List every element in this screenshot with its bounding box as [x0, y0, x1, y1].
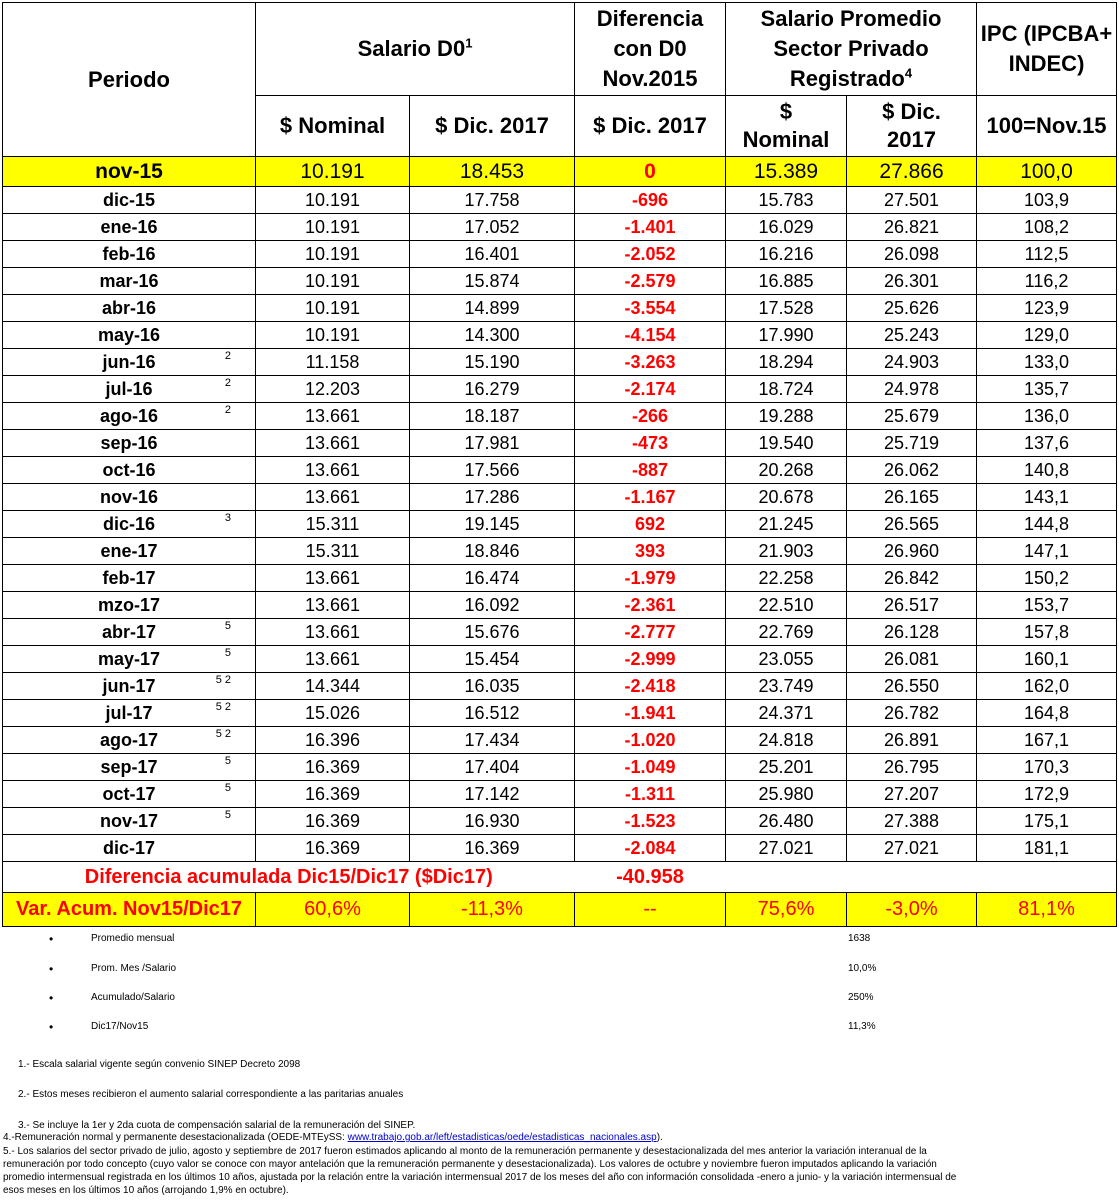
cell-priv-dic: 26.062: [847, 457, 977, 484]
var-acum-row: [3, 893, 1117, 927]
cell-priv-dic: 26.891: [847, 727, 977, 754]
cell-priv-nominal: 24.818: [726, 727, 847, 754]
cell-periodo: ago-17 5 2: [3, 727, 256, 754]
cell-dic2017: 15.454: [410, 646, 575, 673]
footnote-4: 4.-Remuneración normal y permanente desestacionalizada (OEDE-MTEySS: www.trabajo.gob.ar/left/estadisticas/oede/estadisticas_nacionales.asp).: [3, 1132, 663, 1143]
table-row: [3, 457, 1117, 484]
cell-periodo: oct-16: [3, 457, 256, 484]
subheader-nominal: $ Nominal: [256, 96, 410, 157]
cell-diferencia: -2.418: [575, 673, 726, 700]
bullet-item: • Acumulado/Salario 250%: [49, 991, 874, 1005]
cell-priv-dic: 26.782: [847, 700, 977, 727]
var-acum-diferencia: --: [575, 893, 726, 927]
footnote-marker: 3: [224, 512, 231, 524]
cell-dic2017: 18.453: [410, 157, 575, 187]
footnote-5: 5.- Los salarios del sector privado de julio, agosto y septiembre de 2017 fueron estimados aplicando al monto de la remuneración permanente y desestacionalizada del mes anterior la variación interanual de la remuneración por todo concepto (cuyo valor se conoce con mayor antelación que la remuneración permanente y desestacionalizada). Los valores de octubre y noviembre fueron imputados aplicando la variación promedio intermensual registrada en los últimos 10 años, ajustada por la relación entre la variación intermensual 2017 de los meses del año con información consolidada -enero a junio- y la variación intermensual de esos meses en los últimos 10 años (arrojando 1,9% en octubre).: [3, 1146, 957, 1196]
cell-diferencia: -1.401: [575, 214, 726, 241]
footnote-1: 1.- Escala salarial vigente según convenio SINEP Decreto 2098: [18, 1059, 301, 1070]
cell-dic2017: 16.401: [410, 241, 575, 268]
cell-priv-nominal: 25.201: [726, 754, 847, 781]
cell-ipc: 100,0: [977, 157, 1117, 187]
cell-ipc: 103,9: [977, 187, 1117, 214]
cell-dic2017: 16.035: [410, 673, 575, 700]
table-row-nov15: [3, 157, 1117, 187]
footnote-marker: 5: [224, 782, 231, 794]
cell-ipc: 147,1: [977, 538, 1117, 565]
var-acum-priv-dic: -3,0%: [847, 893, 977, 927]
cell-priv-dic: 26.517: [847, 592, 977, 619]
cell-periodo: mzo-17: [3, 592, 256, 619]
subheader-priv-nominal: $ Nominal: [726, 96, 847, 157]
cell-priv-nominal: 20.678: [726, 484, 847, 511]
cell-diferencia: 692: [575, 511, 726, 538]
table-row: [3, 754, 1117, 781]
footnote-marker: 2: [224, 377, 231, 389]
cell-priv-nominal: 17.528: [726, 295, 847, 322]
cell-ipc: 172,9: [977, 781, 1117, 808]
cell-periodo: nov-17 5: [3, 808, 256, 835]
acumulada-row: [3, 862, 1117, 893]
cell-nominal: 16.369: [256, 781, 410, 808]
cell-dic2017: 17.981: [410, 430, 575, 457]
subheader-priv-dic: $ Dic. 2017: [847, 96, 977, 157]
cell-ipc: 167,1: [977, 727, 1117, 754]
cell-priv-dic: 27.388: [847, 808, 977, 835]
cell-periodo: abr-16: [3, 295, 256, 322]
cell-priv-nominal: 22.769: [726, 619, 847, 646]
cell-periodo: ene-17: [3, 538, 256, 565]
footnote-4-link[interactable]: www.trabajo.gob.ar/left/estadisticas/oede/estadisticas_nacionales.asp: [347, 1132, 657, 1143]
cell-periodo: dic-16 3: [3, 511, 256, 538]
table-row: [3, 646, 1117, 673]
cell-priv-dic: 27.021: [847, 835, 977, 862]
cell-dic2017: 17.758: [410, 187, 575, 214]
cell-periodo: jul-17 5 2: [3, 700, 256, 727]
cell-diferencia: -4.154: [575, 322, 726, 349]
cell-diferencia: -2.052: [575, 241, 726, 268]
cell-ipc: 144,8: [977, 511, 1117, 538]
var-acum-dic2017: -11,3%: [410, 893, 575, 927]
cell-priv-nominal: 22.510: [726, 592, 847, 619]
salary-table: [2, 2, 1117, 927]
cell-nominal: 13.661: [256, 646, 410, 673]
cell-priv-dic: 26.842: [847, 565, 977, 592]
cell-priv-dic: 27.866: [847, 157, 977, 187]
cell-diferencia: -1.311: [575, 781, 726, 808]
cell-diferencia: -2.579: [575, 268, 726, 295]
table-row: [3, 619, 1117, 646]
cell-dic2017: 17.566: [410, 457, 575, 484]
cell-priv-nominal: 27.021: [726, 835, 847, 862]
cell-diferencia: -1.167: [575, 484, 726, 511]
footnote-marker: 5 2: [215, 728, 231, 740]
cell-nominal: 16.369: [256, 835, 410, 862]
table-row: [3, 781, 1117, 808]
cell-priv-nominal: 21.903: [726, 538, 847, 565]
cell-dic2017: 18.846: [410, 538, 575, 565]
var-acum-ipc: 81,1%: [977, 893, 1117, 927]
cell-ipc: 137,6: [977, 430, 1117, 457]
cell-dic2017: 16.279: [410, 376, 575, 403]
cell-priv-nominal: 15.389: [726, 157, 847, 187]
cell-diferencia: -3.554: [575, 295, 726, 322]
table-row: [3, 835, 1117, 862]
cell-nominal: 12.203: [256, 376, 410, 403]
cell-priv-dic: 26.098: [847, 241, 977, 268]
cell-priv-nominal: 17.990: [726, 322, 847, 349]
cell-dic2017: 17.052: [410, 214, 575, 241]
cell-diferencia: 0: [575, 157, 726, 187]
cell-priv-dic: 26.128: [847, 619, 977, 646]
cell-priv-nominal: 19.288: [726, 403, 847, 430]
cell-periodo: jun-16 2: [3, 349, 256, 376]
cell-periodo: nov-16: [3, 484, 256, 511]
cell-diferencia: -1.523: [575, 808, 726, 835]
cell-diferencia: -1.941: [575, 700, 726, 727]
cell-diferencia: -2.361: [575, 592, 726, 619]
cell-ipc: 143,1: [977, 484, 1117, 511]
cell-nominal: 16.369: [256, 808, 410, 835]
cell-ipc: 133,0: [977, 349, 1117, 376]
cell-dic2017: 17.434: [410, 727, 575, 754]
header-periodo: Periodo: [3, 3, 256, 157]
table-row: [3, 430, 1117, 457]
cell-nominal: 10.191: [256, 214, 410, 241]
cell-priv-dic: 24.978: [847, 376, 977, 403]
cell-diferencia: -1.979: [575, 565, 726, 592]
cell-priv-nominal: 23.055: [726, 646, 847, 673]
table-row: [3, 241, 1117, 268]
cell-ipc: 140,8: [977, 457, 1117, 484]
cell-priv-dic: 26.550: [847, 673, 977, 700]
cell-nominal: 13.661: [256, 430, 410, 457]
cell-nominal: 10.191: [256, 157, 410, 187]
footnote-marker: 5: [224, 647, 231, 659]
cell-diferencia: -887: [575, 457, 726, 484]
cell-nominal: 15.026: [256, 700, 410, 727]
cell-periodo: mar-16: [3, 268, 256, 295]
table-row: [3, 214, 1117, 241]
footnote-marker: 5 2: [215, 701, 231, 713]
cell-diferencia: -473: [575, 430, 726, 457]
cell-diferencia: -696: [575, 187, 726, 214]
cell-nominal: 10.191: [256, 187, 410, 214]
cell-nominal: 13.661: [256, 619, 410, 646]
cell-periodo: sep-17 5: [3, 754, 256, 781]
cell-dic2017: 16.092: [410, 592, 575, 619]
cell-priv-nominal: 20.268: [726, 457, 847, 484]
cell-priv-nominal: 15.783: [726, 187, 847, 214]
subheader-ipc: 100=Nov.15: [977, 96, 1117, 157]
cell-nominal: 10.191: [256, 322, 410, 349]
cell-nominal: 14.344: [256, 673, 410, 700]
cell-priv-nominal: 18.724: [726, 376, 847, 403]
table-row: [3, 808, 1117, 835]
cell-ipc: 108,2: [977, 214, 1117, 241]
cell-dic2017: 17.286: [410, 484, 575, 511]
cell-diferencia: -2.174: [575, 376, 726, 403]
cell-priv-dic: 25.679: [847, 403, 977, 430]
cell-priv-nominal: 23.749: [726, 673, 847, 700]
cell-diferencia: -3.263: [575, 349, 726, 376]
cell-dic2017: 15.874: [410, 268, 575, 295]
cell-nominal: 13.661: [256, 592, 410, 619]
cell-ipc: 175,1: [977, 808, 1117, 835]
table-row: [3, 322, 1117, 349]
cell-nominal: 10.191: [256, 268, 410, 295]
cell-periodo: ago-16 2: [3, 403, 256, 430]
cell-dic2017: 16.930: [410, 808, 575, 835]
cell-priv-dic: 26.081: [847, 646, 977, 673]
cell-periodo: sep-16: [3, 430, 256, 457]
cell-nominal: 16.396: [256, 727, 410, 754]
cell-diferencia: -2.777: [575, 619, 726, 646]
table-row: [3, 592, 1117, 619]
cell-nominal: 10.191: [256, 295, 410, 322]
table-row: [3, 295, 1117, 322]
cell-periodo: dic-17: [3, 835, 256, 862]
acumulada-label: Diferencia acumulada Dic15/Dic17 ($Dic17): [3, 862, 575, 893]
cell-priv-dic: 26.795: [847, 754, 977, 781]
cell-priv-dic: 25.719: [847, 430, 977, 457]
cell-periodo: oct-17 5: [3, 781, 256, 808]
cell-nominal: 11.158: [256, 349, 410, 376]
cell-dic2017: 16.474: [410, 565, 575, 592]
cell-dic2017: 15.676: [410, 619, 575, 646]
cell-priv-nominal: 16.029: [726, 214, 847, 241]
cell-periodo: dic-15: [3, 187, 256, 214]
cell-periodo: jun-17 5 2: [3, 673, 256, 700]
cell-priv-nominal: 26.480: [726, 808, 847, 835]
cell-nominal: 15.311: [256, 538, 410, 565]
cell-priv-dic: 26.565: [847, 511, 977, 538]
footnote-marker: 5: [224, 620, 231, 632]
subheader-dic2017: $ Dic. 2017: [410, 96, 575, 157]
var-acum-label: Var. Acum. Nov15/Dic17: [3, 893, 256, 927]
cell-dic2017: 16.512: [410, 700, 575, 727]
cell-periodo: abr-17 5: [3, 619, 256, 646]
cell-priv-nominal: 18.294: [726, 349, 847, 376]
table-row: [3, 511, 1117, 538]
cell-priv-dic: 27.501: [847, 187, 977, 214]
cell-diferencia: 393: [575, 538, 726, 565]
table-row: [3, 673, 1117, 700]
acumulada-value: -40.958: [575, 862, 726, 893]
cell-priv-dic: 27.207: [847, 781, 977, 808]
cell-priv-nominal: 22.258: [726, 565, 847, 592]
cell-ipc: 181,1: [977, 835, 1117, 862]
table-row: [3, 538, 1117, 565]
table-row: [3, 700, 1117, 727]
table-row: [3, 727, 1117, 754]
cell-ipc: 136,0: [977, 403, 1117, 430]
var-acum-priv-nominal: 75,6%: [726, 893, 847, 927]
footnote-2: 2.- Estos meses recibieron el aumento salarial correspondiente a las paritarias anuales: [18, 1089, 404, 1100]
bullet-item: • Dic17/Nov15 11,3%: [49, 1020, 876, 1034]
cell-dic2017: 15.190: [410, 349, 575, 376]
cell-periodo: nov-15: [3, 157, 256, 187]
cell-periodo: jul-16 2: [3, 376, 256, 403]
cell-ipc: 153,7: [977, 592, 1117, 619]
cell-priv-nominal: 25.980: [726, 781, 847, 808]
cell-diferencia: -266: [575, 403, 726, 430]
cell-priv-nominal: 24.371: [726, 700, 847, 727]
cell-ipc: 164,8: [977, 700, 1117, 727]
subheader-dif-dic2017: $ Dic. 2017: [575, 96, 726, 157]
cell-periodo: feb-16: [3, 241, 256, 268]
var-acum-nominal: 60,6%: [256, 893, 410, 927]
cell-priv-dic: 24.903: [847, 349, 977, 376]
cell-nominal: 13.661: [256, 565, 410, 592]
table-row: [3, 565, 1117, 592]
cell-ipc: 162,0: [977, 673, 1117, 700]
table-row: [3, 403, 1117, 430]
cell-diferencia: -1.049: [575, 754, 726, 781]
header-diferencia: Diferencia con D0 Nov.2015: [575, 3, 726, 96]
footnote-marker: 5 2: [215, 674, 231, 686]
table-row: [3, 484, 1117, 511]
cell-periodo: may-17 5: [3, 646, 256, 673]
table-row: [3, 268, 1117, 295]
cell-diferencia: -2.999: [575, 646, 726, 673]
footnote-marker: 2: [224, 350, 231, 362]
cell-priv-dic: 26.165: [847, 484, 977, 511]
footnote-marker: 2: [224, 404, 231, 416]
table-row: [3, 187, 1117, 214]
cell-priv-dic: 25.243: [847, 322, 977, 349]
cell-ipc: 170,3: [977, 754, 1117, 781]
cell-dic2017: 19.145: [410, 511, 575, 538]
table-row: [3, 376, 1117, 403]
cell-diferencia: -1.020: [575, 727, 726, 754]
cell-priv-dic: 25.626: [847, 295, 977, 322]
cell-nominal: 13.661: [256, 457, 410, 484]
footnote-marker: 5: [224, 809, 231, 821]
cell-ipc: 123,9: [977, 295, 1117, 322]
cell-priv-nominal: 16.216: [726, 241, 847, 268]
cell-ipc: 160,1: [977, 646, 1117, 673]
cell-priv-dic: 26.301: [847, 268, 977, 295]
cell-ipc: 150,2: [977, 565, 1117, 592]
cell-ipc: 129,0: [977, 322, 1117, 349]
footnote-3: 3.- Se incluye la 1er y 2da cuota de compensación salarial de la remuneración del SINEP.: [18, 1120, 416, 1131]
acumulada-empty: [726, 862, 1117, 893]
bullet-item: • Prom. Mes /Salario 10,0%: [49, 962, 877, 976]
cell-nominal: 13.661: [256, 403, 410, 430]
cell-priv-dic: 26.960: [847, 538, 977, 565]
table-row: [3, 349, 1117, 376]
cell-priv-dic: 26.821: [847, 214, 977, 241]
header-ipc: IPC (IPCBA+ INDEC): [977, 3, 1117, 96]
cell-periodo: feb-17: [3, 565, 256, 592]
cell-priv-nominal: 16.885: [726, 268, 847, 295]
cell-dic2017: 14.899: [410, 295, 575, 322]
cell-dic2017: 14.300: [410, 322, 575, 349]
cell-nominal: 13.661: [256, 484, 410, 511]
cell-ipc: 112,5: [977, 241, 1117, 268]
cell-dic2017: 16.369: [410, 835, 575, 862]
cell-periodo: ene-16: [3, 214, 256, 241]
cell-nominal: 16.369: [256, 754, 410, 781]
cell-dic2017: 17.404: [410, 754, 575, 781]
cell-dic2017: 17.142: [410, 781, 575, 808]
cell-priv-nominal: 19.540: [726, 430, 847, 457]
cell-ipc: 135,7: [977, 376, 1117, 403]
cell-diferencia: -2.084: [575, 835, 726, 862]
cell-periodo: may-16: [3, 322, 256, 349]
cell-nominal: 10.191: [256, 241, 410, 268]
cell-dic2017: 18.187: [410, 403, 575, 430]
header-salario-promedio: Salario Promedio Sector Privado Registrado$^4$: [726, 3, 977, 96]
header-salario-d0: Salario $D0^1$: [256, 3, 575, 96]
cell-ipc: 116,2: [977, 268, 1117, 295]
cell-priv-nominal: 21.245: [726, 511, 847, 538]
cell-ipc: 157,8: [977, 619, 1117, 646]
footnote-marker: 5: [224, 755, 231, 767]
bullet-item: • Promedio mensual 1638: [49, 932, 871, 946]
cell-nominal: 15.311: [256, 511, 410, 538]
